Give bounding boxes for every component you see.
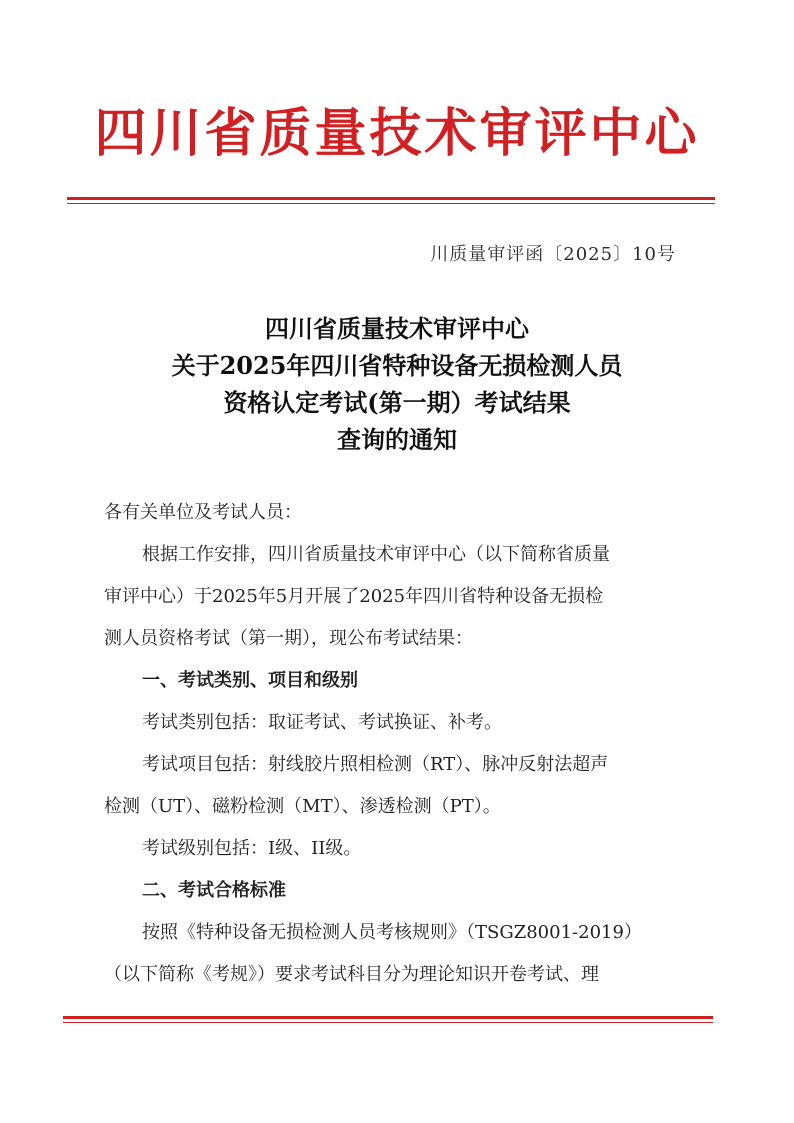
paragraph-line: 检测（UT）、磁粉检测（MT）、渗透检测（PT）。 [104, 796, 501, 817]
footer-red-rule-thick [63, 1016, 713, 1019]
section-heading: 一、考试类别、项目和级别 [142, 670, 358, 691]
paragraph-line: 考试类别包括：取证考试、考试换证、补考。 [142, 712, 502, 733]
paragraph-line: 审评中心）于2025年5月开展了2025年四川省特种设备无损检 [104, 586, 604, 607]
salutation: 各有关单位及考试人员： [104, 502, 302, 523]
notice-title [0, 310, 794, 458]
section-heading: 二、考试合格标准 [142, 880, 286, 901]
notice-title-line: 关于2025年四川省特种设备无损检测人员 [171, 351, 623, 380]
paragraph-line: 按照《特种设备无损检测人员考核规则》（TSGZ8001-2019） [142, 922, 642, 943]
notice-title-line: 四川省质量技术审评中心 [265, 314, 529, 343]
masthead-red-rule-thin [67, 203, 715, 204]
paragraph-line: 考试级别包括：I级、II级。 [142, 838, 362, 859]
paragraph-line: 考试项目包括：射线胶片照相检测（RT）、脉冲反射法超声 [142, 754, 609, 775]
notice-title-line: 资格认定考试(第一期）考试结果 [223, 388, 571, 417]
notice-title-line: 查询的通知 [337, 425, 457, 454]
masthead-red-rule-thick [67, 197, 715, 200]
document-number: 川质量审评函〔2025〕10号 [430, 244, 676, 265]
footer-red-rule-thin [63, 1022, 713, 1023]
paragraph-line: 测人员资格考试（第一期），现公布考试结果： [104, 628, 473, 649]
paragraph-line: （以下简称《考规》）要求考试科目分为理论知识开卷考试、理 [104, 964, 599, 985]
paragraph-line: 根据工作安排，四川省质量技术审评中心（以下简称省质量 [142, 544, 610, 565]
masthead-title: 四川省质量技术审评中心 [94, 103, 700, 164]
